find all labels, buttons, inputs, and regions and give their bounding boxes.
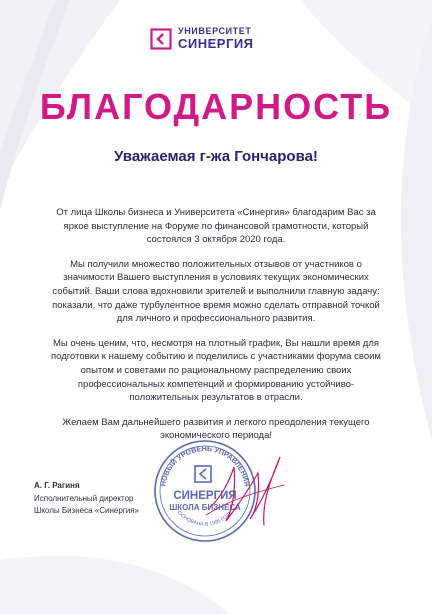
logo-bottom-text: СИНЕРГИЯ: [178, 36, 254, 51]
greeting: Уважаемая г-жа Гончарова!: [114, 148, 318, 165]
stamp-bottom-text: ОСНОВАНА В 1995 ГОДУ: [175, 510, 235, 528]
paragraph: От лица Школы бизнеса и Университета «Синергия» благодарим Вас за яркое выступление на Форуме по финансовой грамотности, который состоялся 3 октября 2020 года.: [56, 207, 376, 246]
signatory-name: А. Г. Рагиня: [34, 481, 80, 490]
paragraph: Мы очень ценим, что, несмотря на плотный график, Вы нашли время для подготовки к нашему событию и поделились с участниками форума своим опытом и советами по рациональному распределению своих профессиональных компетенций и формированию устойчиво-положительных результатов в отрасли.: [51, 337, 381, 404]
signature-block: [34, 480, 139, 518]
university-logo: [150, 27, 254, 50]
stamp-main-text: СИНЕРГИЯ: [173, 490, 237, 502]
paragraph: Мы получили множество положительных отзывов от участников о значимости Вашего выступления в условиях текущих экономических событий. Ваши слова вдохновили зрителей и выполнили главную задачу: показали, что даже турбулентное время можно сделать отправной точкой для личного и профессионального развития.: [52, 258, 380, 325]
logo-top-text: УНИВЕРСИТЕТ: [178, 26, 252, 36]
certificate-title: БЛАГОДАРНОСТЬ: [39, 86, 393, 127]
paragraph: Желаем Вам дальнейшего развития и легкого преодоления текущего экономического периода!: [62, 416, 370, 442]
synergy-logo-icon: [150, 28, 172, 50]
handwritten-signature: [200, 445, 286, 535]
signatory-organization: Школы Бизнеса «Синергия»: [34, 506, 139, 515]
letter-body: [48, 206, 384, 454]
signatory-position: Исполнительный директор: [34, 493, 134, 503]
stamp-outer-text: НОВЫЙ УРОВЕНЬ УПРАВЛЕНИЯ: [158, 443, 252, 488]
stamp-sub-text: ШКОЛА БИЗНЕСА: [169, 503, 241, 512]
